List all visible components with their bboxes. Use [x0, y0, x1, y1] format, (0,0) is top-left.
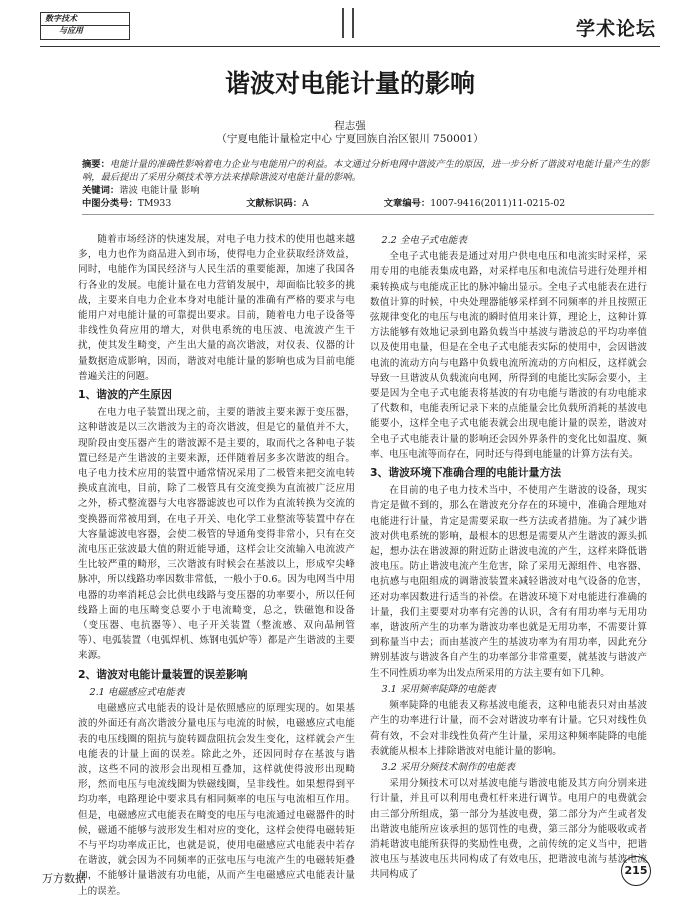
section-3-paragraph: 在目前的电子电力技术当中，不使用产生谐波的设备，现实肯定是做不到的，那么在谐波充分存在的环境中，准确合理地对电能进行计量，肯定是需要采取一些方法或者措施。为了减少谐波对供电系统的影响，最根本的思想是需要从产生谐波的源头抓起，想办法在谐波源的附近防止谐波电流的产生，这样来降低谐波电压。防止谐波电流产生危害，除了采用无源组件、电容器、电抗感与电阻组成的调谐波装置来减轻谐波对电气设备的危害，还对功率因数进行适当的补偿。在谐波环境下对电能进行准确的计量，我们主要要对功率有完善的认识，含有有用功率与无用功率，谐波所产生的功率为谐波功率也就是无用功率，不需要计算到称量当中去；而由基波产生的基波功率为有用功率，因此充分辨别基波与谐波各自产生的功率部分非常重要，就基波与谐波产生不同性质功率为出发点所采用的方法主要有如下几种。: [370, 485, 647, 679]
logo-divider: [41, 25, 129, 26]
doc-label: 文献标识码：: [246, 198, 303, 209]
classification-line: [82, 197, 654, 210]
section-heading-1: 1、谐波的产生原因: [78, 388, 172, 402]
affiliation: （宁夏电能计量检定中心 宁夏回族自治区银川 750001）: [216, 133, 484, 145]
right-column: [370, 232, 647, 883]
running-header: [0, 0, 700, 48]
header-bars-icon: [340, 8, 360, 38]
subsection-heading-2-1: 2.1 电磁感应式电能表: [89, 686, 185, 698]
header-rule: [40, 46, 660, 47]
section-1-paragraph: 在电力电子装置出现之前，主要的谐波主要来源于变压器，这种谐波是以三次谐波为主的奇次谐波，但是它的量值并不大，现阶段由变压器产生的谐波源不是主要的，取而代之各种电子装置已经是产生谐波的主要来源，还伴随着居多多次谐波的组合。电子电力技术应用的装置中通常情况采用了二极管来把交流电转换成直流电，目前，除了二极管具有交流变换为直流被广泛应用之外，桥式整流器与大电容器滤波也可以作为直流转换为交流的变换器而常被用到，在电子开关、电化学工业整流等装置中存在大容量滤波电容器，会使二极管的导通角变得非常小，只有在交流电压正弦波最大值的附近能导通，这样会让交流输入电流波产生比较严重的畸形，三次谐波有时候会在基波以上，形成窄尖峰脉冲，所以线路功率因数非常低，一般小于0.6。因为电网当中用电器的功率消耗总会比供电线路与变压器的功率要小，所以任何线路上面的电压畸变总要小于电流畸变，总之，铁磁饱和设备（变压器、电抗器等）、电子开关装置（整流感、双向晶闸管等）、电弧装置（电弧焊机、炼钢电弧炉等）都是产生谐波的主要来源。: [78, 407, 355, 662]
section-heading-2: 2、谐波对电能计量装置的误差影响: [78, 667, 248, 681]
logo-line1: 数字技术: [45, 14, 77, 23]
intro-paragraph: 随着市场经济的快速发展，对电子电力技术的使用也越来越多，电力也作为商品进入到市场，使得电力企业获取经济效益，同时，电能作为国民经济与人民生活的重要能源，加速了我国各行各业的发展。电能计量在电力营销发展中，却面临比较多的挑战，主要来自电力企业本身对电能计量的准确有严格的要求与电能用户对电能计量的可靠提出要求。目前，随着电力电子设备等非线性负荷应用的增大，对供电系统的电压波、电流波产生干扰，使其发生畸变，产生出大量的高次谐波，对仪表、仪器的计量数据造成影响，因而，谐波对电能计量的影响也成为目前电能普遍关注的问题。: [78, 234, 355, 382]
article-label: 文章编号：: [383, 198, 431, 209]
abstract: [82, 158, 654, 184]
subsection-heading-3-2: 3.2 采用分频技术制作的电能表: [381, 761, 515, 773]
keywords: [82, 184, 654, 197]
subsection-2-1-paragraph: 电磁感应式电能表的设计是依照感应的原理实现的。如果基波的外面还有高次谐波分量电压与电流的时候，电磁感应式电能表的电压线圈的阻抗与旋转圆盘阻抗会发生变化，这样就会产生电能表的计量上面的误差。除此之外，还因同时存在基波与谐波，这些不同的波形会出现相互叠加，这样就使得波形出现畸形，然而电压与电流线圈为铁磁线圈，呈非线性。如果想得到平均功率，电路理论中要求具有相同频率的电压与电流相互作用。但是，电磁感应式电能表在畸变的电压与电流通过电磁器件的时候，磁通不能够与波形发生相对应的变化，这样会使得电磁转矩不与平均功率成正比，也就是说，使用电磁感应式电能表中若存在谐波，就会因为不同频率的正弦电压与电流产生的电磁转矩叠加，不能够计量谐波有功电能，从而产生电磁感应式电能表计量上的误差。: [78, 703, 355, 897]
section-tag: 学术论坛: [575, 18, 656, 40]
logo-line2: 与应用: [59, 26, 83, 35]
left-column: [78, 232, 355, 899]
subsection-3-1-paragraph: 频率陡降的电能表又称基波电能表，这种电能表只对由基波产生的功率进行计量，而不会对谐波功率有计量。它只对线性负荷有效，不会对非线性负荷产生计量，采用这种频率陡降的电能表就能从根本上排除谐波对电能计量的影响。: [370, 700, 647, 757]
article-title: 谐波对电能计量的影响: [224, 69, 475, 98]
meta-divider: [82, 214, 654, 215]
section-heading-3: 3、谐波环境下准确合理的电能计量方法: [370, 466, 562, 480]
abstract-label: 摘要：: [82, 159, 110, 170]
author: 程志强: [334, 120, 366, 132]
class-label: 中图分类号：: [82, 198, 138, 209]
source-watermark: 万方数据: [42, 872, 86, 885]
subsection-2-2-paragraph: 全电子式电能表是通过对用户供电电压和电流实时采样，采用专用的电能表集成电路，对采样电压和电流信号进行处理并相乘转换成与电能成正比的脉冲输出显示。全电子式电能表在进行数值计算的时候，中央处理器能够采样到不同频率的并且按照正弦规律变化的电压与电流的瞬时值用来计算，理论上，这种计算方法能够有效地记录到电路负载当中基波与谐波总的平均功率值以及使用电量，但是在全电子式电能表实际的使用中，会因谐波电流的流动方向与电路中负载电流所流动的方向相反，这样就会导致一旦谐波从负载流向电网，所得到的电能比实际会要小，主要是因为全电子式电能表将基波的有功电能与谐波的有功电能求了代数和，电能表所记录下来的点能量会比负载所消耗的基波电能要小，这样全电子式电能表就会出现电能计量的误差，谐波对全电子式电能表计量的影响还会因外界条件的变化比如温度、频率、电压电流等而存在，同时还与得到电能量的计算方法有关。: [370, 251, 647, 460]
subsection-heading-2-2: 2.2 全电子式电能表: [381, 235, 467, 246]
abstract-text: 电能计量的准确性影响着电力企业与电能用户的利益。本文通过分析电网中谐波产生的原因，进一步分析了谐波对电能计量产生的影响，最后提出了采用分频技术等方法来排除谐波对电能计量的影响。: [82, 159, 650, 183]
journal-logo: [40, 12, 130, 40]
keywords-text: 谐波 电能计量 影响: [119, 185, 200, 196]
subsection-3-2-paragraph: 采用分频技术可以对基波电能与谐波电能及其方向分别来进行计量，并且可以利用电费杠杆来进行调节。电用户的电费就会由三部分所组成，第一部分为基波电费，第二部分为产生或者发出谐波电能所应该承担的惩罚性的电费，第三部分为能吸收或者消耗谐波电能所获得的奖励性电费，之前传统的定义当中，把谐波电压与基波电压共同构成了有效电压，把谐波电流与基波电流共同构成了: [370, 778, 647, 881]
doc-value: A: [302, 198, 309, 209]
article-value: 1007-9416(2011)11-0215-02: [430, 198, 566, 209]
keywords-label: 关键词：: [82, 185, 120, 196]
page-number: 215: [621, 856, 651, 886]
subsection-heading-3-1: 3.1 采用频率陡降的电能表: [381, 683, 496, 695]
class-value: TM933: [137, 198, 172, 209]
